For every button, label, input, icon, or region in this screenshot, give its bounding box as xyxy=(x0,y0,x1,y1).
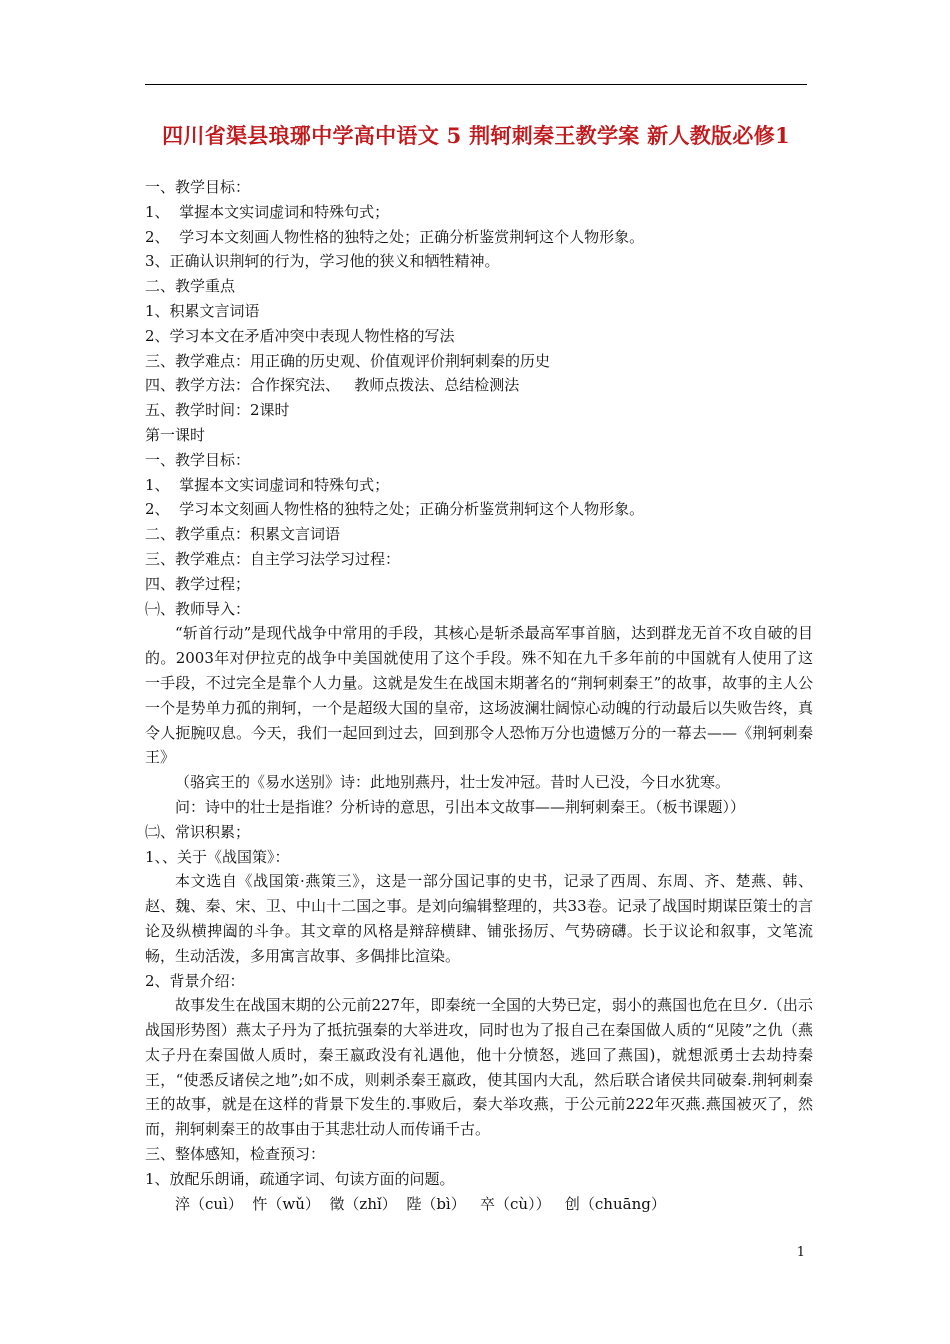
paragraph: 二、教学重点：积累文言词语 xyxy=(145,525,341,544)
document-body xyxy=(145,175,813,1216)
paragraph: 三、教学难点：用正确的历史观、价值观评价荆轲刺秦的历史 xyxy=(145,351,551,370)
paragraph: 1、 掌握本文实词虚词和特殊句式； xyxy=(145,475,390,494)
paragraph: 四、教学过程； xyxy=(145,574,251,593)
paragraph: 二、教学重点 xyxy=(145,277,236,296)
paragraph: 五、教学时间：2课时 xyxy=(145,401,290,420)
paragraph: 2、 学习本文刻画人物性格的独特之处；正确分析鉴赏荆轲这个人物形象。 xyxy=(145,500,645,519)
paragraph: 四、教学方法：合作探究法、 教师点拨法、总结检测法 xyxy=(145,376,520,395)
paragraph: 1、积累文言词语 xyxy=(145,301,260,320)
paragraph: 故事发生在战国末期的公元前227年，即秦统一全国的大势已定，弱小的燕国也危在旦夕.（出示战国形势图）燕太子丹为了抵抗强秦的大举进攻，同时也为了报自己在秦国做人质的“见陵”之仇（燕太子丹在秦国做人质时，秦王嬴政没有礼遇他，他十分愤怒，逃回了燕国)，就想派勇士去劫持秦王，“使悉反诸侯之地”;如不成，则刺杀秦王嬴政，使其国内大乱，然后联合诸侯共同破秦.荆轲刺秦王的故事，就是在这样的背景下发生的.事败后，秦大举攻燕，于公元前222年灭燕.燕国被灭了，然而，荆轲刺秦王的故事由于其悲壮动人而传诵千古。 xyxy=(145,996,813,1139)
paragraph: 淬（cuì） 忤（wǔ） 徵（zhǐ） 陛（bì） 卒（cù）） 创（chuāng） xyxy=(175,1194,666,1213)
paragraph: 3、正确认识荆轲的行为，学习他的狭义和牺牲精神。 xyxy=(145,252,500,271)
paragraph: 1、放配乐朗诵，疏通字词、句读方面的问题。 xyxy=(145,1169,455,1188)
paragraph: 1、、关于《战国策》： xyxy=(145,847,290,866)
paragraph: 一、教学目标： xyxy=(145,450,251,469)
paragraph: “斩首行动”是现代战争中常用的手段，其核心是斩杀最高军事首脑，达到群龙无首不攻自破的目的。2003年对伊拉克的战争中美国就使用了这个手段。殊不知在九千多年前的中国就有人使用了这一手段，不过完全是靠个人力量。这就是发生在战国末期著名的“荆轲刺秦王”的故事，故事的主人公一个是势单力孤的荆轲，一个是超级大国的皇帝，这场波澜壮阔惊心动魄的行动最后以失败告终，真令人扼腕叹息。今天，我们一起回到过去，回到那令人恐怖万分也遗憾万分的一幕去——《荆轲刺秦王》 xyxy=(145,624,813,767)
paragraph: 本文选自《战国策·燕策三》，这是一部分国记事的史书，记录了西周、东周、齐、楚燕、韩、赵、魏、秦、宋、卫、中山十二国之事。是刘向编辑整理的，共33卷。记录了战国时期谋臣策士的言论及纵横捭阖的斗争。其文章的风格是辩辞横肆、铺张扬厉、气势磅礴。长于议论和叙事，文笔流畅，生动活泼，多用寓言故事、多偶排比渲染。 xyxy=(145,872,813,965)
paragraph: 1、 掌握本文实词虚词和特殊句式； xyxy=(145,202,390,221)
paragraph: ㈠、教师导入： xyxy=(145,599,251,618)
paragraph: ㈡、常识积累； xyxy=(145,822,251,841)
paragraph: 一、教学目标： xyxy=(145,178,251,196)
document-title: 四川省渠县琅琊中学高中语文 5 荆轲刺秦王教学案 新人教版必修1 xyxy=(162,123,790,148)
paragraph: 第一课时 xyxy=(145,425,206,444)
paragraph: 问：诗中的壮士是指谁？分析诗的意思，引出本文故事——荆轲刺秦王。（板书课题）） xyxy=(175,797,746,816)
paragraph: 2、背景介绍： xyxy=(145,971,245,990)
paragraph: 三、整体感知，检查预习： xyxy=(145,1145,326,1164)
header-rule xyxy=(145,84,807,85)
paragraph: 2、 学习本文刻画人物性格的独特之处；正确分析鉴赏荆轲这个人物形象。 xyxy=(145,227,645,246)
paragraph: 三、教学难点：自主学习法学习过程： xyxy=(145,549,401,568)
page-number: 1 xyxy=(796,1245,805,1260)
paragraph: 2、学习本文在矛盾冲突中表现人物性格的写法 xyxy=(145,326,455,345)
paragraph: （骆宾王的《易水送别》诗：此地别燕丹，壮士发冲冠。昔时人已没，今日水犹寒。 xyxy=(175,773,731,792)
